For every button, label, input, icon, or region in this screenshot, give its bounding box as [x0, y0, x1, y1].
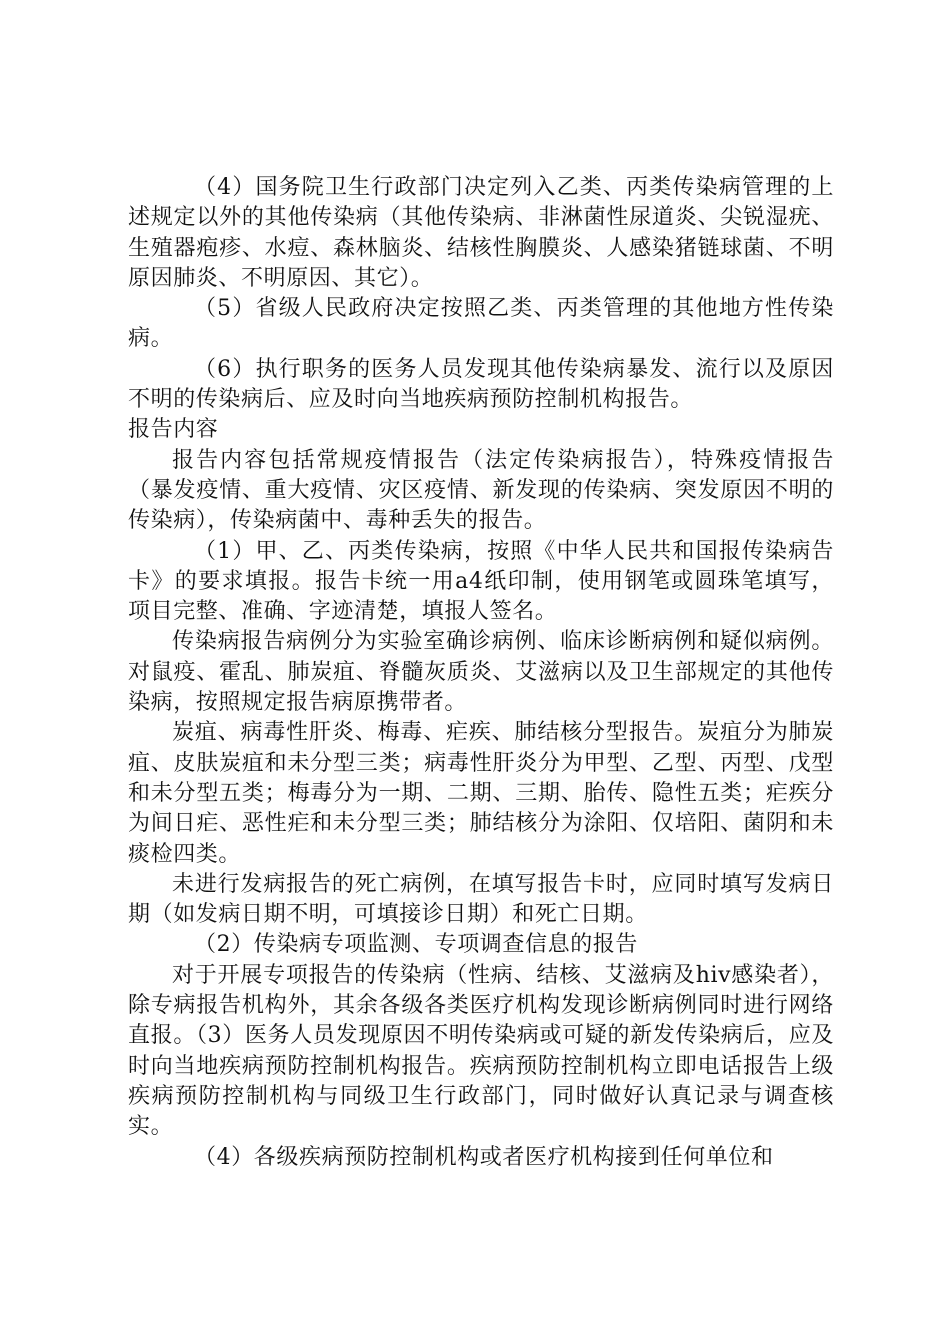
document-body	[128, 173, 834, 1173]
paragraph-p2: （5）省级人民政府决定按照乙类、丙类管理的其他地方性传染病。	[128, 296, 834, 352]
paragraph-p12: （4）各级疾病预防控制机构或者医疗机构接到任何单位和	[194, 1144, 774, 1170]
paragraph-p7: 传染病报告病例分为实验室确诊病例、临床诊断病例和疑似病例。对鼠疫、霍乱、肺炭疽、脊髓灰质炎、艾滋病以及卫生部规定的其他传染病，按照规定报告病原携带者。	[128, 629, 834, 716]
paragraph-p6: （1）甲、乙、丙类传染病，按照《中华人民共和国报传染病告卡》的要求填报。报告卡统一用a4纸印制，使用钢笔或圆珠笔填写，项目完整、准确、字迹清楚，填报人签名。	[128, 538, 834, 625]
paragraph-p1: （4）国务院卫生行政部门决定列入乙类、丙类传染病管理的上述规定以外的其他传染病（其他传染病、非淋菌性尿道炎、尖锐湿疣、生殖器疱疹、水痘、森林脑炎、结核性胸膜炎、人感染猪链球菌、不明原因肺炎、不明原因、其它）。	[128, 175, 834, 291]
paragraph-p5: 报告内容包括常规疫情报告（法定传染病报告），特殊疫情报告（暴发疫情、重大疫情、灾区疫情、新发现的传染病、突发原因不明的传染病），传染病菌中、毒种丢失的报告。	[128, 447, 834, 534]
paragraph-p8: 炭疽、病毒性肝炎、梅毒、疟疾、肺结核分型报告。炭疽分为肺炭疽、皮肤炭疽和未分型三类；病毒性肝炎分为甲型、乙型、丙型、戊型和未分型五类；梅毒分为一期、二期、三期、胎传、隐性五类；疟疾分为间日疟、恶性疟和未分型三类；肺结核分为涂阳、仅培阳、菌阴和未痰检四类。	[128, 720, 834, 867]
paragraph-p9: 未进行发病报告的死亡病例，在填写报告卡时，应同时填写发病日期（如发病日期不明，可填接诊日期）和死亡日期。	[128, 871, 834, 928]
paragraph-p10: （2）传染病专项监测、专项调查信息的报告	[194, 932, 638, 958]
paragraph-p3: （6）执行职务的医务人员发现其他传染病暴发、流行以及原因不明的传染病后、应及时向当地疾病预防控制机构报告。	[128, 356, 834, 413]
section-heading: 报告内容	[128, 417, 219, 443]
paragraph-p11: 对于开展专项报告的传染病（性病、结核、艾滋病及hiv感染者），除专病报告机构外，其余各级各类医疗机构发现诊断病例同时进行网络直报。（3）医务人员发现原因不明传染病或可疑的新发传染病后，应及时向当地疾病预防控制机构报告。疾病预防控制机构立即电话报告上级疾病预防控制机构与同级卫生行政部门，同时做好认真记录与调查核实。	[128, 962, 834, 1140]
